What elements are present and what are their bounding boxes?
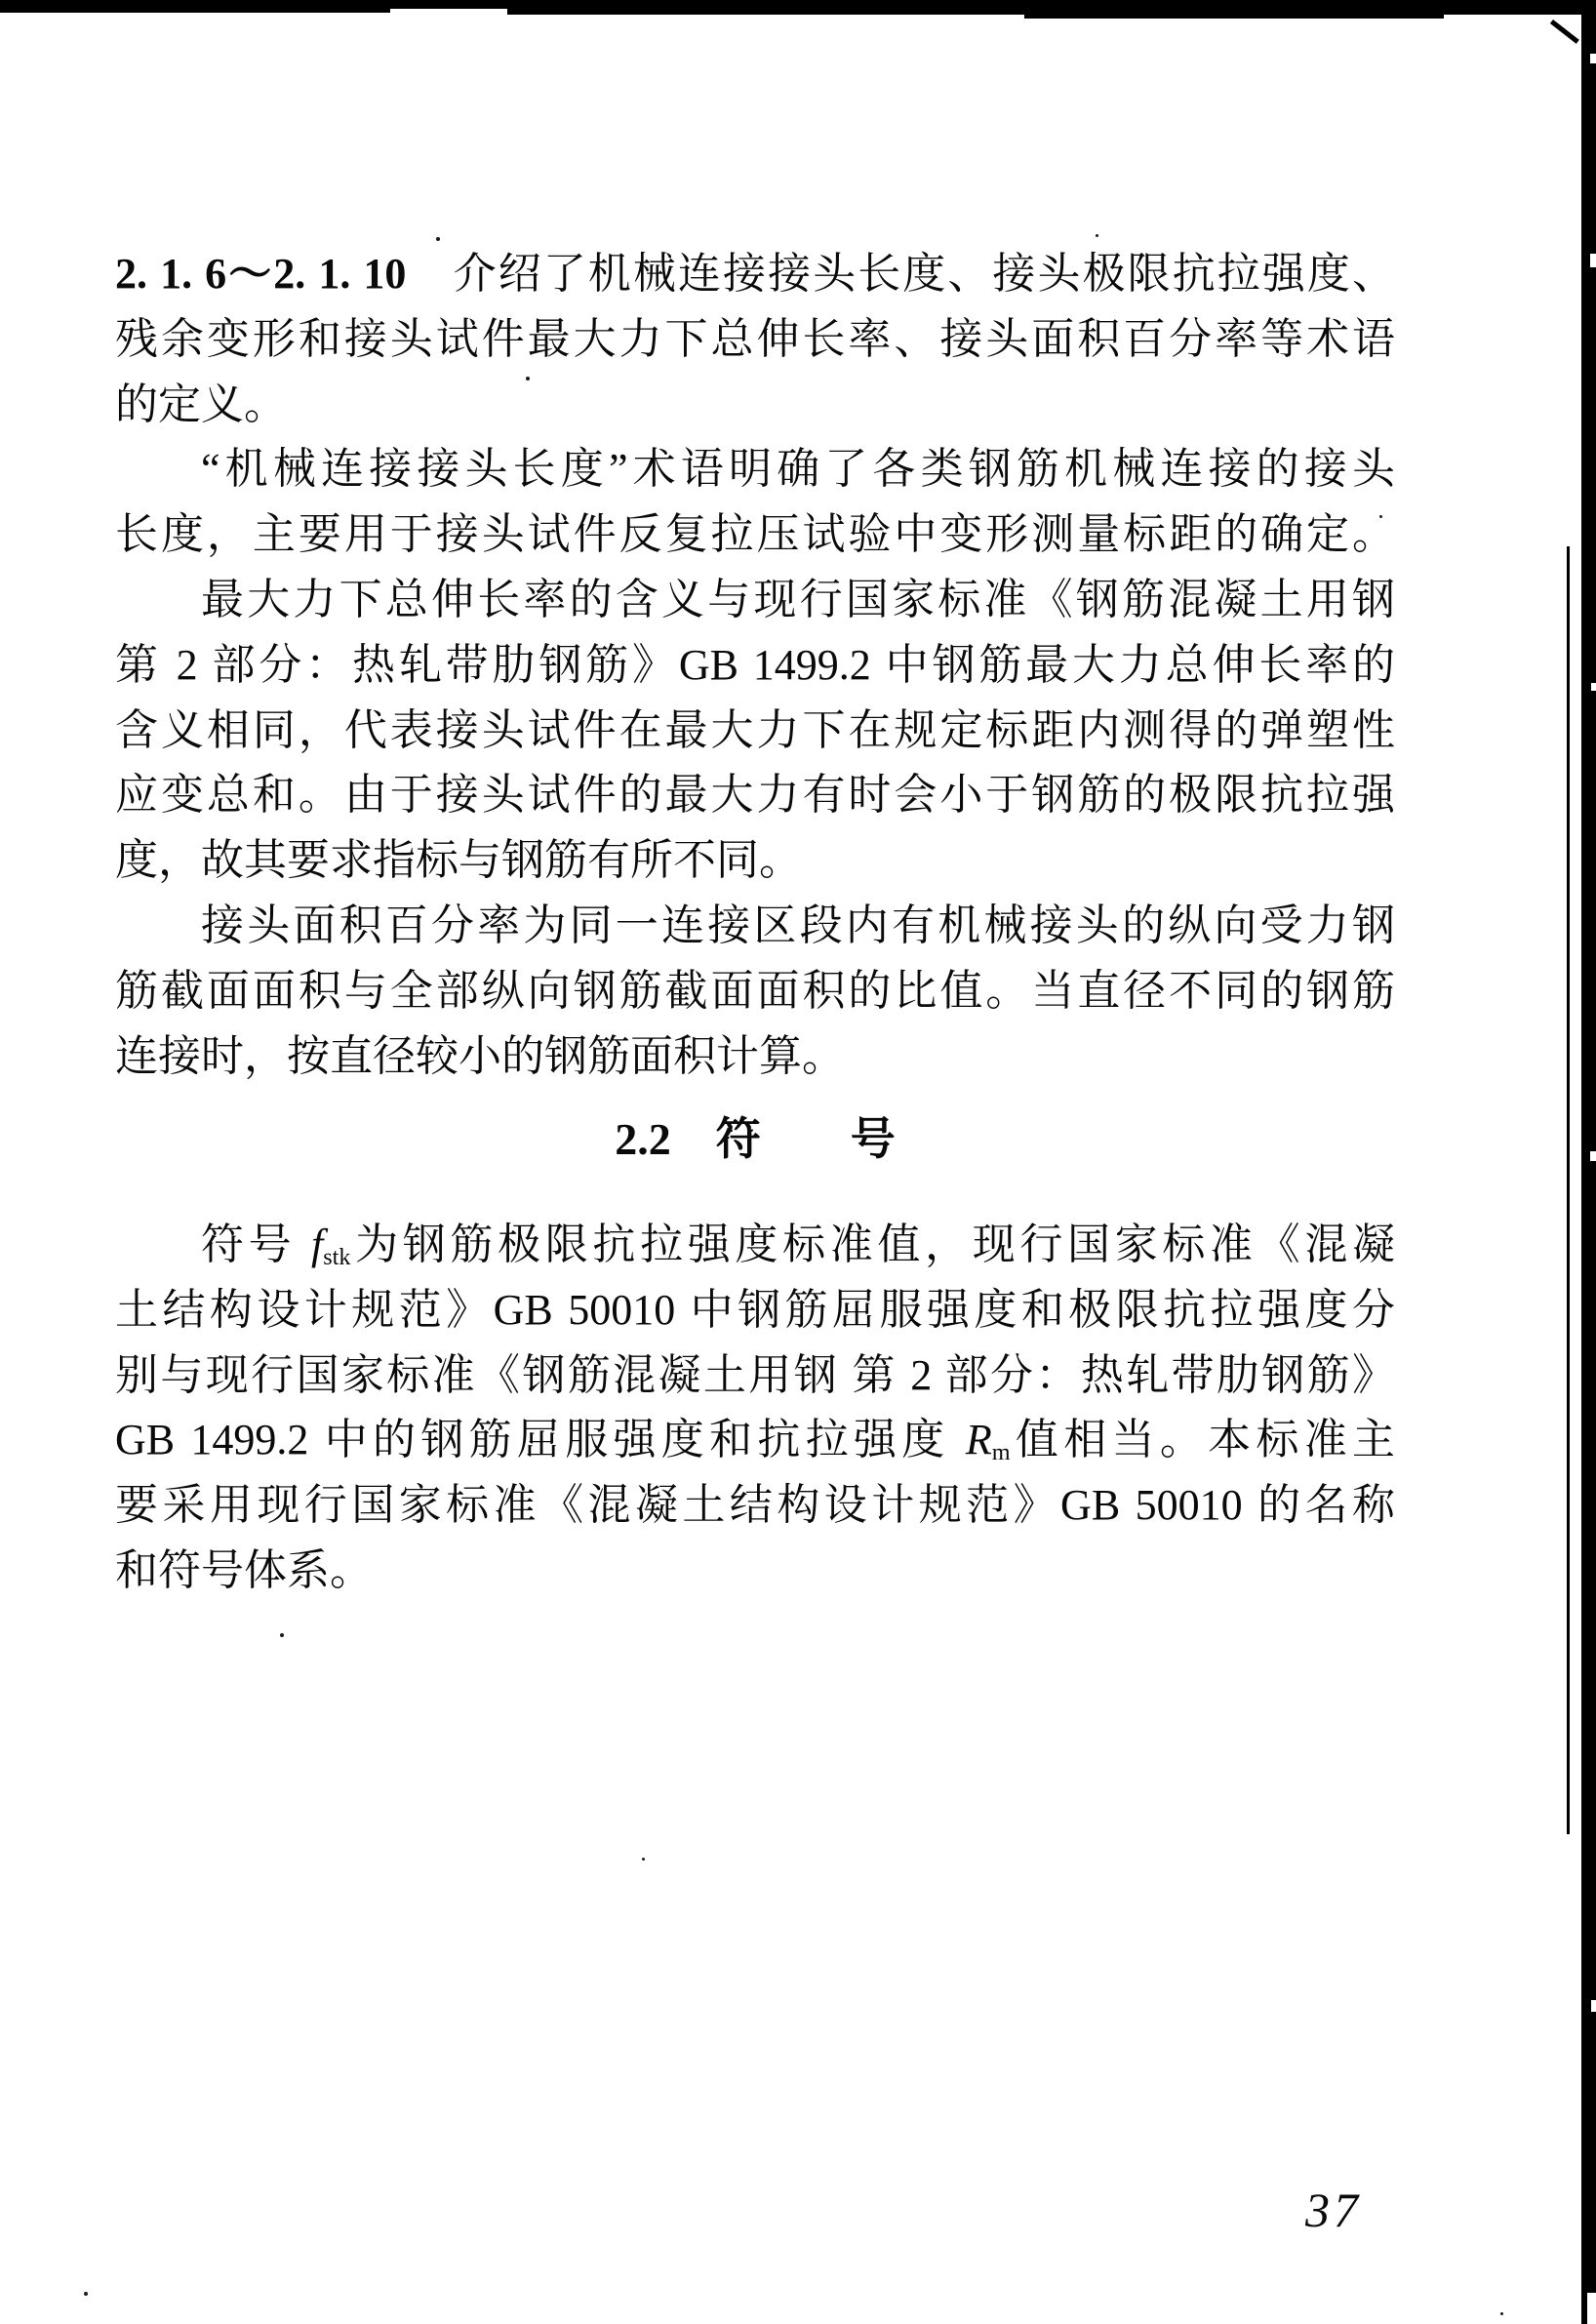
text-line: 别与现行国家标准《钢筋混凝土用钢 第 2 部分：热轧带肋钢筋》 [115, 1350, 1395, 1399]
scan-artifact-gap [1590, 1151, 1596, 1161]
scan-artifact-corner-tick [1550, 20, 1579, 44]
text-line: GB 1499.2 中的钢筋屈服强度和抗拉强度 $R_m$值相当。本标准主 [115, 1416, 1396, 1466]
scan-speck [1096, 234, 1098, 237]
text-line: 2. 1. 6～2. 1. 10 介绍了机械连接接头长度、接头极限抗拉强度、 [115, 250, 1396, 298]
text-line: “机械连接接头长度”术语明确了各类钢筋机械连接的接头 [201, 445, 1395, 494]
text-line: 符号 $f_{stk}$为钢筋极限抗拉强度标准值，现行国家标准《混凝 [201, 1221, 1395, 1271]
text-line: 和符号体系。 [115, 1545, 373, 1594]
scan-artifact-right-edge [1581, 0, 1596, 2293]
text-line: 接头面积百分率为同一连接区段内有机械接头的纵向受力钢 [201, 901, 1395, 949]
section-heading: 2.2 符 号 [615, 1114, 896, 1164]
scan-artifact-top-edge [0, 0, 390, 13]
page-number: 37 [1305, 2183, 1362, 2237]
scan-speck [1500, 2312, 1503, 2315]
scan-speck [642, 1858, 645, 1861]
scan-artifact-gap [1591, 683, 1596, 691]
scan-artifact-right-edge [1581, 2293, 1587, 2324]
scan-speck [280, 1633, 284, 1637]
text-line: 含义相同，代表接头试件在最大力下在规定标距内测得的弹塑性 [115, 705, 1395, 754]
text-line: 度，故其要求指标与钢筋有所不同。 [115, 836, 802, 885]
text-line: 第 2 部分：热轧带肋钢筋》GB 1499.2 中钢筋最大力总伸长率的 [115, 640, 1395, 689]
text-line: 筋截面面积与全部纵向钢筋截面面积的比值。当直径不同的钢筋 [115, 966, 1395, 1015]
text-line: 应变总和。由于接头试件的最大力有时会小于钢筋的极限抗拉强 [115, 771, 1395, 820]
scan-artifact-gap [1591, 2000, 1596, 2012]
commentary-text-block [115, 242, 1395, 1089]
scan-artifact-gap [1590, 254, 1596, 267]
text-line: 土结构设计规范》GB 50010 中钢筋屈服强度和极限抗拉强度分 [115, 1285, 1395, 1334]
text-line: 的定义。 [115, 380, 287, 428]
scan-artifact-top-edge [1024, 0, 1444, 19]
symbols-text-block [115, 1213, 1395, 1604]
text-line: 最大力下总伸长率的含义与现行国家标准《钢筋混凝土用钢 [201, 575, 1395, 623]
scan-artifact-gap [1590, 54, 1596, 63]
text-line: 连接时，按直径较小的钢筋面积计算。 [115, 1031, 845, 1080]
scan-artifact-right-line [1567, 546, 1570, 1834]
text-line: 要采用现行国家标准《混凝土结构设计规范》GB 50010 的名称 [115, 1481, 1395, 1530]
text-line: 残余变形和接头试件最大力下总伸长率、接头面积百分率等术语 [115, 314, 1395, 363]
text-line: 长度，主要用于接头试件反复拉压试验中变形测量标距的确定。 [115, 510, 1395, 559]
scan-speck [436, 237, 440, 241]
scan-speck [84, 2292, 88, 2296]
